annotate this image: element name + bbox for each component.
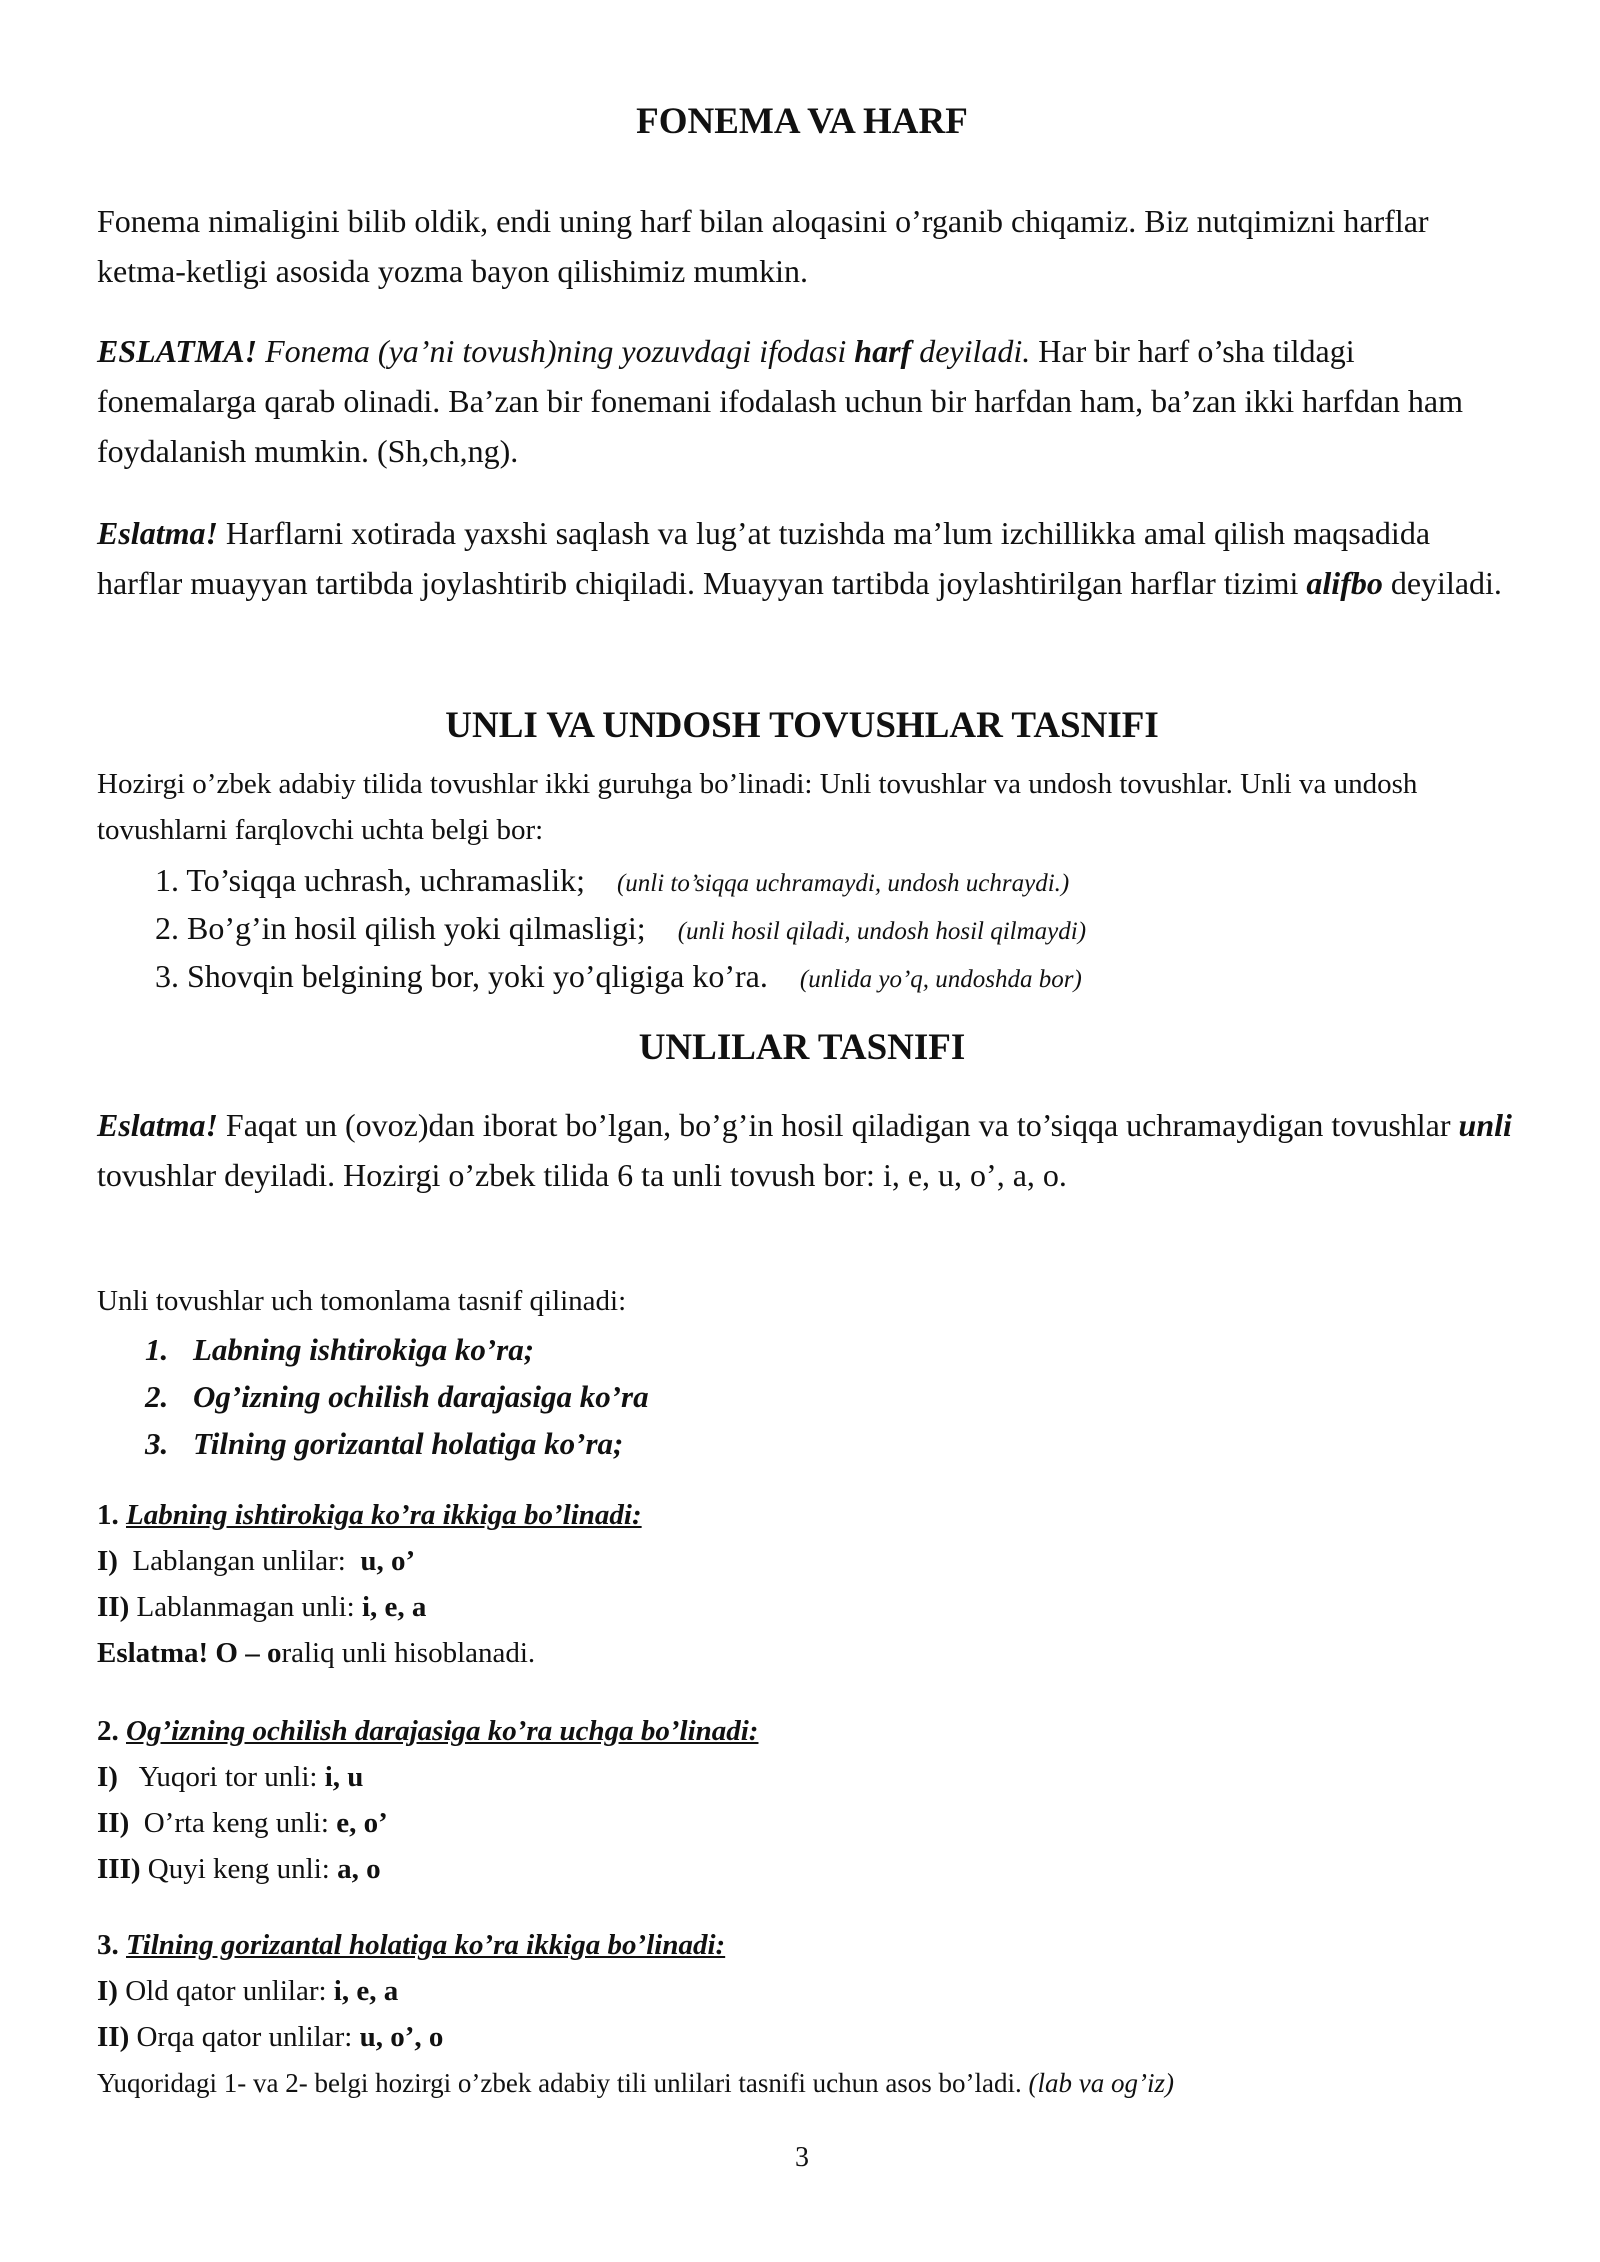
group-row: II) O’rta keng unli: e, o’: [97, 1807, 388, 1839]
note-text: Faqat un (ovoz)dan iborat bo’lgan, bo’g’in hosil qiladigan va to’siqqa uchramaydigan tovushlar: [217, 1107, 1459, 1143]
section-title-unlilar: UNLILAR TASNIFI: [638, 1027, 966, 1068]
section-text-unli-undosh: Hozirgi o’zbek adabiy tilida tovushlar ikki guruhga bo’linadi: Unli tovushlar va undosh tovushlar. Unli va undosh tovushlarni farqlovchi uchta belgi bor:: [97, 768, 1418, 846]
group-ogiz: [97, 1708, 758, 1892]
note-alifbo: [97, 508, 1517, 608]
note-label: Eslatma!: [97, 515, 218, 551]
note-label: Eslatma!: [97, 1107, 218, 1143]
classification-criteria-list: [145, 1326, 649, 1467]
group-row: I) Lablangan unlilar: u, o’: [97, 1545, 416, 1577]
note-text: Har bir harf o’sha tildagi fonemalarga qarab olinadi. Ba’zan bir fonemani ifodalash uchun bir harfdan ham, ba’zan ikki harfdan ham foydalanish mumkin. (Sh,ch,ng).: [97, 333, 1463, 469]
term-unli: unli: [1458, 1107, 1512, 1143]
group-heading: 1. Labning ishtirokiga ko’ra ikkiga bo’linadi:: [97, 1499, 642, 1531]
note-text: deyiladi.: [1382, 565, 1502, 601]
note-unli: [97, 1100, 1517, 1200]
list-item: 3. Tilning gorizantal holatiga ko’ra;: [145, 1426, 624, 1461]
note-harf: [97, 326, 1517, 476]
group-heading: 2. Og’izning ochilish darajasiga ko’ra uchga bo’linadi:: [97, 1715, 759, 1747]
distinguishing-features-list: [155, 858, 1086, 1002]
note-italic-text: deyiladi.: [911, 333, 1031, 369]
group-til: [97, 1922, 1174, 2106]
page-title: FONEMA VA HARF: [636, 101, 968, 142]
group-row: II) Lablanmagan unli: i, e, a: [97, 1591, 427, 1623]
term-harf: harf: [854, 333, 912, 369]
term-alifbo: alifbo: [1306, 565, 1383, 601]
list-item: 2. Og’izning ochilish darajasiga ko’ra: [145, 1379, 649, 1414]
group-row: I) Old qator unlilar: i, e, a: [97, 1975, 399, 2007]
group-row: II) Orqa qator unlilar: u, o’, o: [97, 2021, 444, 2053]
note-text: Harflarni xotirada yaxshi saqlash va lug’at tuzishda ma’lum izchillikka amal qilish maqsadida harflar muayyan tartibda joylashtirib chiqiladi. Muayyan tartibda joylashtirilgan harflar tizimi: [97, 515, 1431, 601]
note-label: ESLATMA!: [97, 333, 258, 369]
intro-paragraph: Fonema nimaligini bilib oldik, endi uning harf bilan aloqasini o’rganib chiqamiz. Biz nutqimizni harflar ketma-ketligi asosida yozma bayon qilishimiz mumkin.: [97, 203, 1429, 289]
list-item: 3. Shovqin belgining bor, yoki yo’qligiga ko’ra. (unlida yo’q, undoshda bor): [155, 958, 1082, 994]
list-item: 1. Labning ishtirokiga ko’ra;: [145, 1332, 535, 1367]
group-remark: Eslatma! O – oraliq unli hisoblanadi.: [97, 1637, 536, 1669]
group-heading: 3. Tilning gorizantal holatiga ko’ra ikkiga bo’linadi:: [97, 1929, 726, 1961]
page-number: 3: [795, 2142, 809, 2173]
note-text: tovushlar deyiladi. Hozirgi o’zbek tilida 6 ta unli tovush bor: i, e, u, o’, a, o.: [97, 1157, 1067, 1193]
classification-lead: Unli tovushlar uch tomonlama tasnif qilinadi:: [97, 1285, 627, 1317]
list-item: 1. To’siqqa uchrash, uchramaslik; (unli to’siqqa uchramaydi, undosh uchraydi.): [155, 862, 1070, 898]
group-row: III) Quyi keng unli: a, o: [97, 1853, 381, 1885]
list-item: 2. Bo’g’in hosil qilish yoki qilmasligi; (unli hosil qiladi, undosh hosil qilmaydi): [155, 910, 1087, 946]
footer-note: Yuqoridagi 1- va 2- belgi hozirgi o’zbek adabiy tili unlilari tasnifi uchun asos bo’ladi. (lab va og’iz): [97, 2068, 1175, 2098]
note-italic-text: Fonema (ya’ni tovush)ning yozuvdagi ifodasi: [257, 333, 855, 369]
group-row: I) Yuqori tor unli: i, u: [97, 1761, 364, 1793]
section-title-unli-undosh: UNLI VA UNDOSH TOVUSHLAR TASNIFI: [445, 705, 1159, 746]
group-lab: [97, 1492, 642, 1676]
